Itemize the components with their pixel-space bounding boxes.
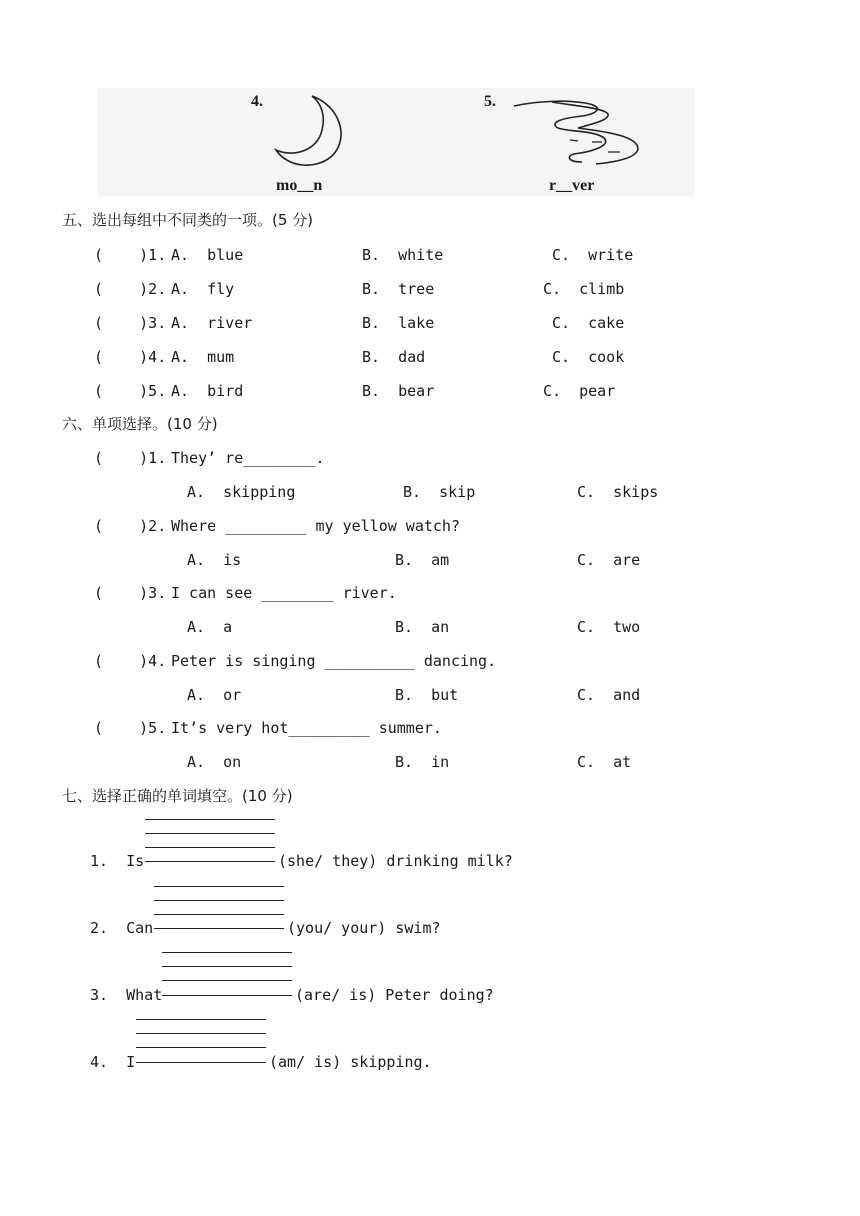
s7-q2-writing-line: [154, 886, 284, 887]
section-7-title: 七、选择正确的单词填空。(10 分): [62, 787, 293, 805]
s6-q2-option-a: A. is: [187, 551, 242, 569]
s5-q1-option-c: C. write: [552, 246, 634, 264]
s6-q3-option-b: B. an: [395, 618, 450, 636]
s7-q4-prefix: 4. I: [90, 1053, 136, 1071]
s7-q3-writing-line: [162, 966, 292, 967]
s5-q4-option-c: C. cook: [552, 348, 625, 366]
s6-q4-bracket: ( )4.: [94, 652, 167, 670]
s5-q4-bracket: ( )4.: [94, 348, 167, 366]
s7-q4-suffix: (am/ is) skipping.: [269, 1053, 432, 1071]
s7-q1-writing-line: [145, 819, 275, 820]
s7-q4-writing-line: [136, 1019, 266, 1020]
s7-q1-writing-line: [145, 833, 275, 834]
picture-5-number: 5.: [484, 93, 496, 110]
s6-q4-question: Peter is singing __________ dancing.: [171, 652, 497, 670]
s5-q3-bracket: ( )3.: [94, 314, 167, 332]
s6-q3-option-a: A. a: [187, 618, 233, 636]
s6-q5-option-b: B. in: [395, 753, 450, 771]
section-5-title: 五、选出每组中不同类的一项。(5 分): [62, 211, 314, 229]
picture-4-number: 4.: [251, 93, 263, 110]
s5-q3-option-a: A. river: [171, 314, 253, 332]
s6-q5-option-a: A. on: [187, 753, 242, 771]
s6-q2-option-b: B. am: [395, 551, 450, 569]
s6-q1-option-b: B. skip: [403, 483, 476, 501]
s7-q2-prefix: 2. Can: [90, 919, 154, 937]
s6-q1-bracket: ( )1.: [94, 449, 167, 467]
s6-q2-question: Where _________ my yellow watch?: [171, 517, 460, 535]
s7-q4-writing-line: [136, 1047, 266, 1048]
s6-q5-bracket: ( )5.: [94, 719, 167, 737]
s6-q1-option-a: A. skipping: [187, 483, 296, 501]
s7-q2-answer-blank[interactable]: [154, 928, 284, 929]
s5-q5-option-b: B. bear: [362, 382, 435, 400]
s7-q2-writing-line: [154, 900, 284, 901]
s7-q4-writing-line: [136, 1033, 266, 1034]
s7-q3-answer-blank[interactable]: [162, 995, 292, 996]
s6-q5-question: It’s very hot_________ summer.: [171, 719, 442, 737]
s6-q1-option-c: C. skips: [577, 483, 659, 501]
s7-q3-suffix: (are/ is) Peter doing?: [295, 986, 494, 1004]
s6-q4-option-c: C. and: [577, 686, 641, 704]
s7-q2-writing-line: [154, 914, 284, 915]
s5-q1-option-b: B. white: [362, 246, 444, 264]
s6-q5-option-c: C. at: [577, 753, 632, 771]
s5-q1-option-a: A. blue: [171, 246, 244, 264]
s5-q1-bracket: ( )1.: [94, 246, 167, 264]
moon-icon: [270, 92, 346, 168]
s5-q3-option-c: C. cake: [552, 314, 625, 332]
s7-q1-prefix: 1. Is: [90, 852, 145, 870]
s7-q3-prefix: 3. What: [90, 986, 163, 1004]
s7-q4-answer-blank[interactable]: [136, 1062, 266, 1063]
river-icon: [512, 96, 644, 168]
s6-q3-question: I can see ________ river.: [171, 584, 397, 602]
s5-q5-bracket: ( )5.: [94, 382, 167, 400]
picture-5-word: r__ver: [549, 177, 595, 194]
s7-q3-writing-line: [162, 980, 292, 981]
s5-q2-bracket: ( )2.: [94, 280, 167, 298]
section-6-title: 六、单项选择。(10 分): [62, 415, 218, 433]
s5-q5-option-a: A. bird: [171, 382, 244, 400]
s7-q1-suffix: (she/ they) drinking milk?: [278, 852, 513, 870]
s5-q2-option-a: A. fly: [171, 280, 235, 298]
s6-q4-option-a: A. or: [187, 686, 242, 704]
picture-4-word: mo__n: [276, 177, 323, 194]
s6-q3-option-c: C. two: [577, 618, 641, 636]
s6-q1-question: They’ re________.: [171, 449, 325, 467]
s6-q3-bracket: ( )3.: [94, 584, 167, 602]
s5-q4-option-a: A. mum: [171, 348, 235, 366]
s7-q1-writing-line: [145, 847, 275, 848]
s5-q3-option-b: B. lake: [362, 314, 435, 332]
s7-q1-answer-blank[interactable]: [145, 861, 275, 862]
s5-q2-option-b: B. tree: [362, 280, 435, 298]
s6-q2-bracket: ( )2.: [94, 517, 167, 535]
s5-q5-option-c: C. pear: [543, 382, 616, 400]
s6-q2-option-c: C. are: [577, 551, 641, 569]
s6-q4-option-b: B. but: [395, 686, 459, 704]
s7-q3-writing-line: [162, 952, 292, 953]
s5-q4-option-b: B. dad: [362, 348, 426, 366]
s7-q2-suffix: (you/ your) swim?: [287, 919, 441, 937]
s5-q2-option-c: C. climb: [543, 280, 625, 298]
